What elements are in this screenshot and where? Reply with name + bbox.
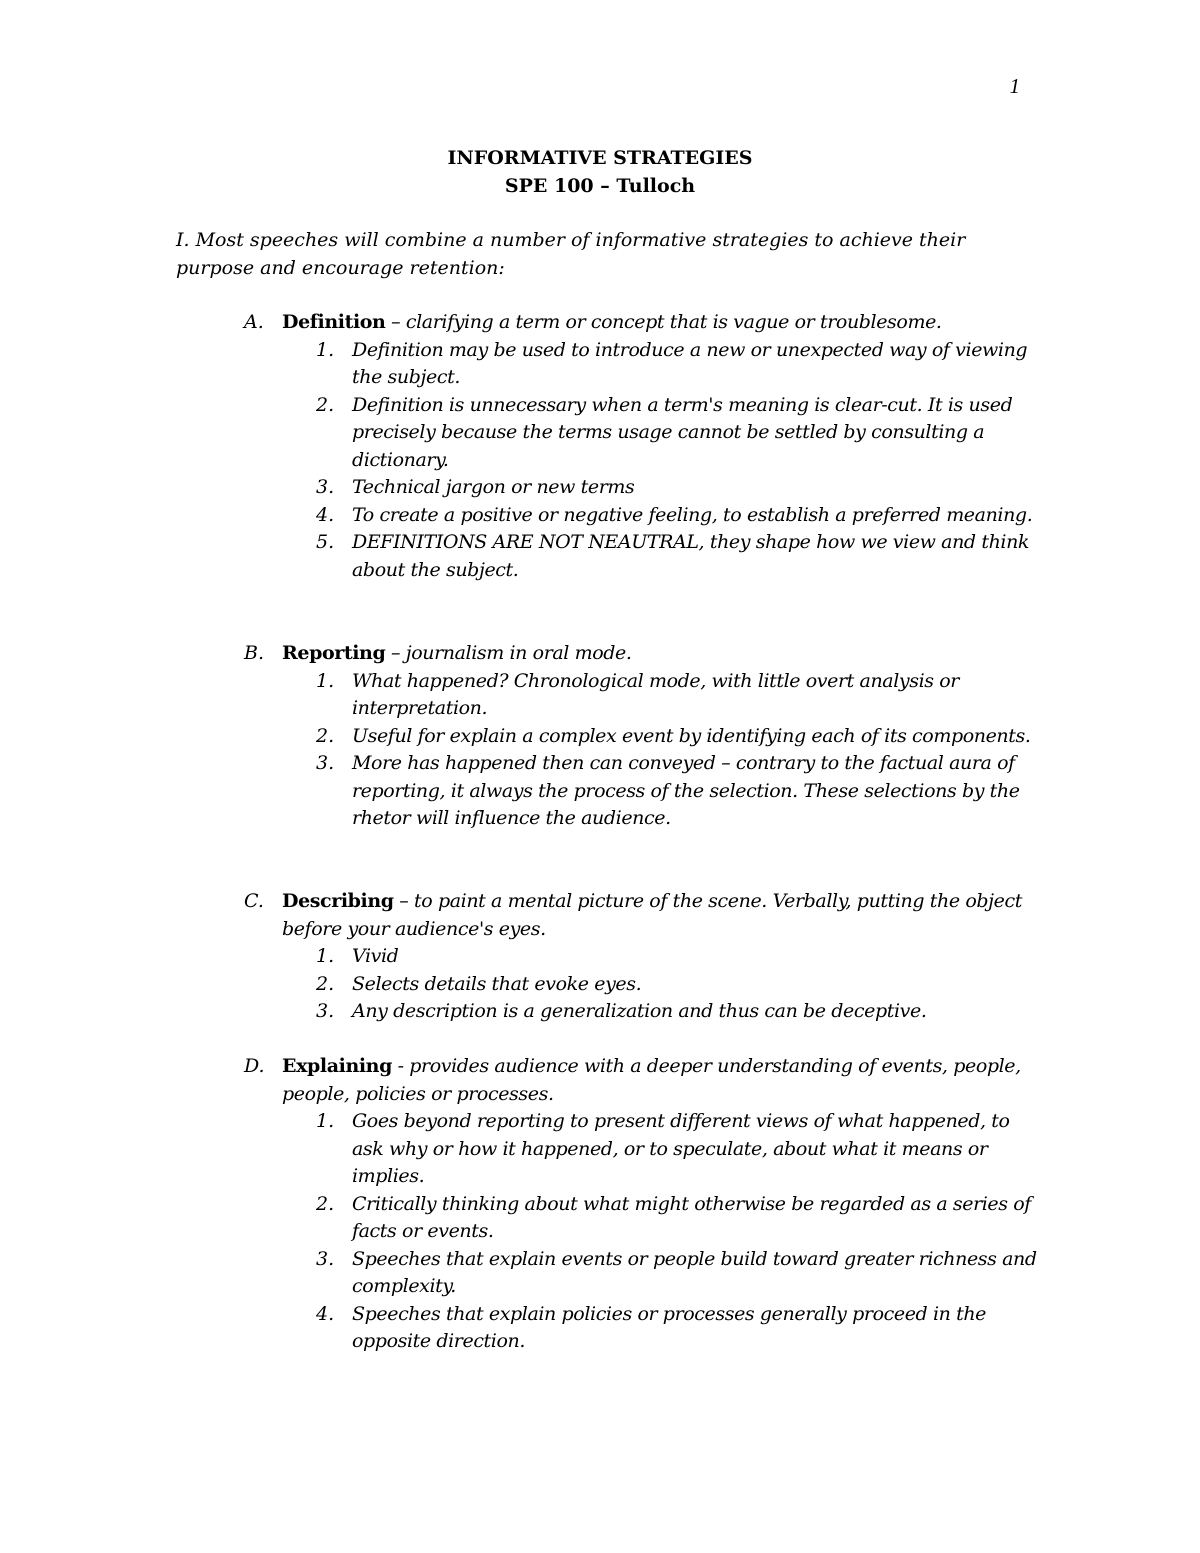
item-number: 2. <box>316 393 335 416</box>
list-item <box>316 723 1044 751</box>
section-items <box>244 1108 1044 1356</box>
list-item <box>316 668 1044 723</box>
section-explaining <box>244 1053 1044 1356</box>
list-item <box>316 392 1044 475</box>
list-item <box>316 502 1044 530</box>
section-heading <box>282 640 1044 668</box>
item-text: Critically thinking about what might otherwise be regarded as a series of facts or events. <box>352 1192 1031 1242</box>
item-text: What happened? Chronological mode, with little overt analysis or interpretation. <box>352 669 959 719</box>
item-number: 5. <box>316 531 335 553</box>
list-item <box>316 943 1044 971</box>
section-heading <box>282 309 1044 337</box>
item-text: DEFINITIONS ARE NOT NEAUTRAL, they shape how we view and think about the subject. <box>352 531 1030 581</box>
intro-paragraph: I. Most speeches will combine a number of informative strategies to achieve their purpose and encourage retention: <box>176 229 966 279</box>
item-text: Definition is unnecessary when a term's meaning is clear-cut. It is used precisely because the terms usage cannot be settled by consulting a dictionary. <box>352 393 1013 471</box>
title-line-1: INFORMATIVE STRATEGIES <box>447 147 753 169</box>
item-number: 2. <box>316 972 335 995</box>
section-definition <box>244 309 1044 584</box>
section-term: Definition <box>282 311 386 333</box>
item-number: 3. <box>316 1000 335 1022</box>
title-line-2: SPE 100 – Tulloch <box>504 175 696 197</box>
item-number: 2. <box>316 724 335 747</box>
section-heading <box>282 888 1044 943</box>
item-number: 3. <box>316 476 335 498</box>
section-items <box>244 943 1044 1026</box>
item-number: 1. <box>316 1110 335 1132</box>
item-text: More has happened then can conveyed – contrary to the factual aura of reporting, it always the process of the selection. These selections by the rhetor will influence the audience. <box>352 752 1020 829</box>
item-number: 3. <box>316 752 335 774</box>
list-item <box>316 337 1044 392</box>
item-text: To create a positive or negative feeling, to establish a preferred meaning. <box>352 503 1033 526</box>
section-letter: D. <box>244 1055 265 1077</box>
item-number: 1. <box>316 945 335 967</box>
section-term: Explaining <box>282 1055 392 1077</box>
list-item <box>316 1191 1044 1246</box>
list-item <box>316 998 1044 1026</box>
item-text: Useful for explain a complex event by identifying each of its components. <box>352 724 1031 747</box>
section-letter: B. <box>244 642 265 664</box>
item-text: Vivid <box>352 945 399 967</box>
section-term: Reporting <box>282 642 386 664</box>
list-item <box>316 1301 1044 1356</box>
item-number: 3. <box>316 1247 335 1270</box>
item-text: Goes beyond reporting to present different views of what happened, to ask why or how it happened, or to speculate, about what it means or implies. <box>352 1110 1010 1187</box>
item-text: Selects details that evoke eyes. <box>352 972 642 995</box>
section-description: – journalism in oral mode. <box>385 642 632 664</box>
section-describing <box>244 888 1044 1026</box>
section-reporting <box>244 640 1044 833</box>
section-description: - provides audience with a deeper understanding of events, people, people, policies or processes. <box>282 1055 1021 1105</box>
section-heading <box>282 1053 1044 1108</box>
item-text: Technical jargon or new terms <box>352 476 635 498</box>
page-number: 1 <box>1009 74 1020 98</box>
list-item <box>316 971 1044 999</box>
section-letter: A. <box>244 311 264 333</box>
item-number: 4. <box>316 503 335 526</box>
item-number: 1. <box>316 669 335 692</box>
list-item <box>316 474 1044 502</box>
item-number: 1. <box>316 338 335 361</box>
list-item <box>316 1108 1044 1191</box>
item-text: Definition may be used to introduce a new or unexpected way of viewing the subject. <box>352 338 1028 388</box>
section-items <box>244 668 1044 833</box>
section-letter: C. <box>244 890 264 912</box>
list-item <box>316 1246 1044 1301</box>
item-text: Speeches that explain events or people build toward greater richness and complexity. <box>352 1247 1037 1297</box>
section-term: Describing <box>282 890 394 912</box>
item-text: Any description is a generalization and thus can be deceptive. <box>352 1000 927 1022</box>
item-number: 2. <box>316 1192 335 1215</box>
section-items <box>244 337 1044 585</box>
section-description: – clarifying a term or concept that is vague or troublesome. <box>385 311 942 333</box>
document-title <box>0 144 1200 200</box>
list-item <box>316 529 1044 584</box>
item-text: Speeches that explain policies or processes generally proceed in the opposite direction. <box>352 1302 987 1352</box>
list-item <box>316 750 1044 833</box>
section-description: – to paint a mental picture of the scene. Verbally, putting the object before your audience's eyes. <box>282 890 1022 940</box>
item-number: 4. <box>316 1302 335 1325</box>
